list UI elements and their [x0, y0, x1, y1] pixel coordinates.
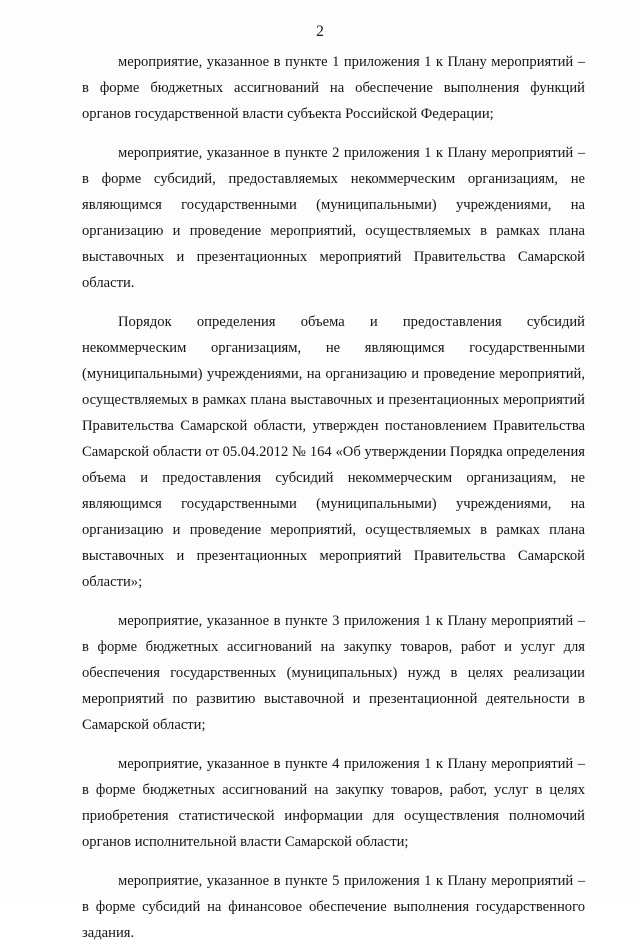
paragraph-item-1: мероприятие, указанное в пункте 1 приложения 1 к Плану мероприятий – в форме бюджетных ассигнований на обеспечение выполнения функций органов государственной власти субъекта Российской Федерации;: [82, 54, 585, 122]
paragraph-item-3: мероприятие, указанное в пункте 3 приложения 1 к Плану мероприятий – в форме бюджетных ассигнований на закупку товаров, работ и услуг для обеспечения государственных (муниципальных) нужд в целях реализации мероприятий по развитию выставочной и презентационной деятельности в Самарской области;: [82, 613, 585, 733]
paragraph-item-5: мероприятие, указанное в пункте 5 приложения 1 к Плану мероприятий – в форме субсидий на финансовое обеспечение выполнения государственного задания.: [82, 873, 585, 941]
document-body: [82, 49, 585, 946]
paragraph-order-procedure: Порядок определения объема и предоставления субсидий некоммерческим организациям, не являющимся государственными (муниципальными) учреждениями, на организацию и проведение мероприятий, осуществляемых в рамках плана выставочных и презентационных мероприятий Правительства Самарской области, утвержден постановлением Правительства Самарской области от 05.04.2012 № 164 «Об утверждении Порядка определения объема и предоставления субсидий некоммерческим организациям, не являющимся государственными (муниципальными) учреждениями, на организацию и проведение мероприятий, осуществляемых в рамках плана выставочных и презентационных мероприятий Правительства Самарской области»;: [82, 314, 585, 590]
paragraph-item-2: мероприятие, указанное в пункте 2 приложения 1 к Плану мероприятий – в форме субсидий, предоставляемых некоммерческим организациям, не являющимся государственными (муниципальными) учреждениями, на организацию и проведение мероприятий, осуществляемых в рамках плана выставочных и презентационных мероприятий Правительства Самарской области.: [82, 145, 585, 291]
page-number: 2: [316, 23, 324, 40]
paragraph-item-4: мероприятие, указанное в пункте 4 приложения 1 к Плану мероприятий – в форме бюджетных ассигнований на закупку товаров, работ, услуг в целях приобретения статистической информации для осуществления полномочий органов исполнительной власти Самарской области;: [82, 756, 585, 850]
